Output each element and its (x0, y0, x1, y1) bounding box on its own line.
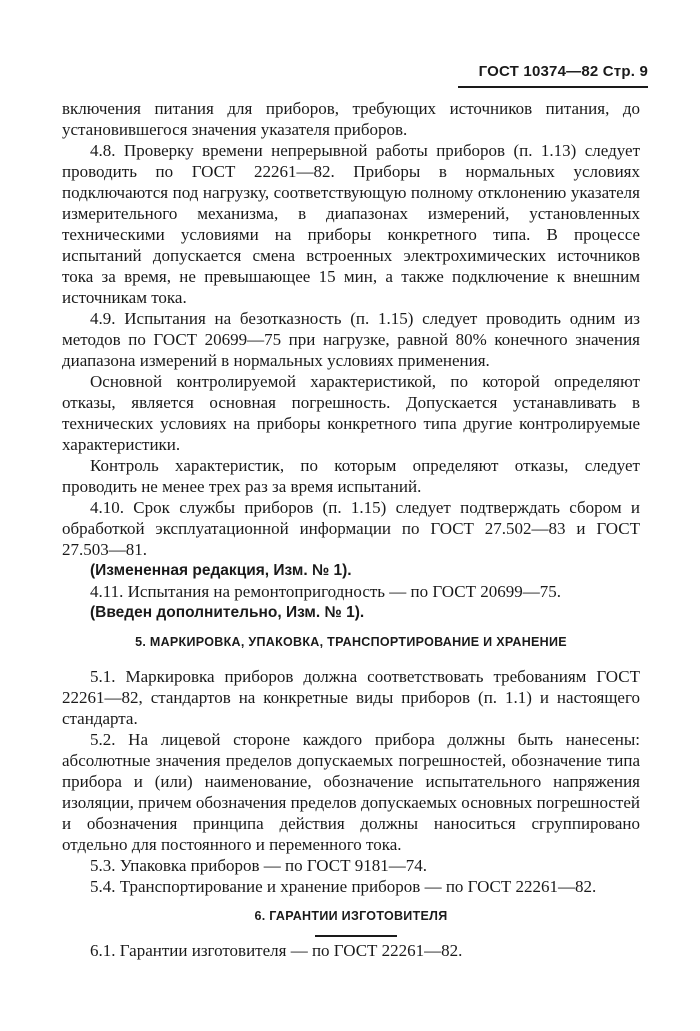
amendment-note: (Измененная редакция, Изм. № 1). (90, 562, 352, 579)
section-heading-6: 6. ГАРАНТИИ ИЗГОТОВИТЕЛЯ (254, 909, 448, 923)
paragraph: Контроль характеристик, по которым определяют отказы, следует проводить не менее трех раз за время испытаний. (62, 456, 640, 496)
section-heading-5: 5. МАРКИРОВКА, УПАКОВКА, ТРАНСПОРТИРОВАНИЕ И ХРАНЕНИЕ (135, 635, 567, 649)
clause-5-1: 5.1. Маркировка приборов должна соответствовать требованиям ГОСТ 22261—82, стандартов на конкретные виды приборов (п. 1.1) и настоящего стандарта. (62, 667, 640, 728)
paragraph: включения питания для приборов, требующих источников питания, до установившегося значения указателя приборов. (62, 99, 640, 139)
clause-4-10: 4.10. Срок службы приборов (п. 1.15) следует подтверждать сбором и обработкой эксплуатационной информации по ГОСТ 27.502—83 и ГОСТ 27.503—81. (62, 498, 640, 559)
clause-4-8: 4.8. Проверку времени непрерывной работы приборов (п. 1.13) следует проводить по ГОСТ 22261—82. Приборы в нормальных условиях подключаются под нагрузку, соответствующую полному отклонению указателя измерительного механизма, в диапазонах измерений, установленных техническими условиями на приборы конкретного типа. В процессе испытаний допускается смена встроенных электрохимических источников тока за время, не превышающее 15 мин, а также подключение к внешним источникам тока. (62, 141, 640, 307)
clause-6-1: 6.1. Гарантии изготовителя — по ГОСТ 22261—82. (90, 941, 463, 960)
header-rule (458, 86, 648, 88)
clause-5-2: 5.2. На лицевой стороне каждого прибора должны быть нанесены: абсолютные значения пределов допускаемых погрешностей, обозначение типа прибора и (или) наименование, обозначение испытательного напряжения изоляции, причем обозначения пределов допускаемых основных погрешностей и обозначения принципа действия должны наноситься сгруппировано отдельно для постоянного и переменного тока. (62, 730, 640, 854)
clause-4-9: 4.9. Испытания на безотказность (п. 1.15) следует проводить одним из методов по ГОСТ 20699—75 при нагрузке, равной 80% конечного значения диапазона измерений в нормальных условиях применения. (62, 309, 640, 370)
clause-5-3: 5.3. Упаковка приборов — по ГОСТ 9181—74. (90, 856, 427, 875)
body-text (62, 98, 640, 961)
clause-4-11: 4.11. Испытания на ремонтопригодность — по ГОСТ 20699—75. (90, 582, 562, 601)
paragraph: Основной контролируемой характеристикой, по которой определяют отказы, является основная погрешность. Допускается устанавливать в технических условиях на приборы конкретного типа другие контролируемые характеристики. (62, 372, 640, 454)
end-rule (315, 935, 397, 937)
page-header: ГОСТ 10374—82 Стр. 9 (478, 63, 648, 80)
amendment-note: (Введен дополнительно, Изм. № 1). (90, 604, 365, 621)
clause-5-4: 5.4. Транспортирование и хранение приборов — по ГОСТ 22261—82. (90, 877, 597, 896)
